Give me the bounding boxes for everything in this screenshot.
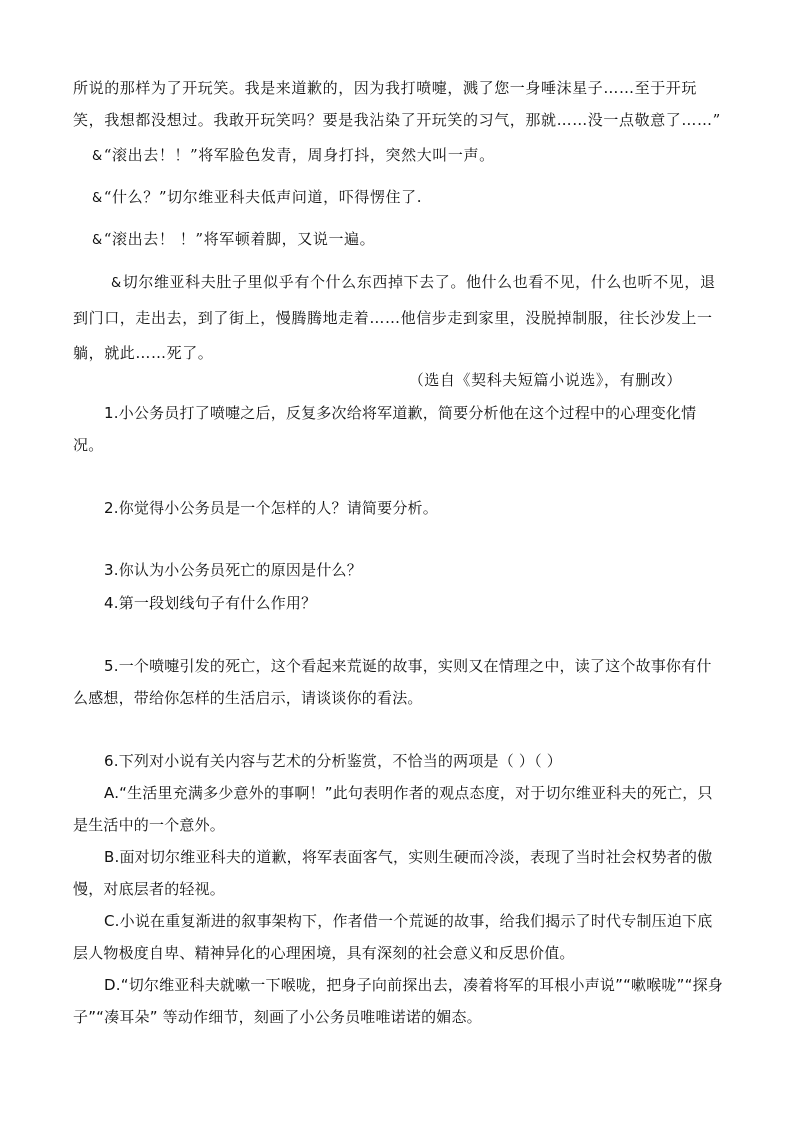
story-paragraph-5 (73, 265, 723, 371)
story-paragraph-2-text: “滚出去！！”将军脸色发青，周身打抖，突然大叫一声。 (103, 146, 495, 164)
story-paragraph-4 (92, 223, 732, 257)
paragraph-marker: & (92, 149, 103, 164)
option-d: D.“切尔维亚科夫就嗽一下喉咙，把身子向前探出去，凑着将军的耳根小声说”“嗽喉咙”“探身子”“凑耳朵” 等动作细节，刻画了小公务员唯唯诺诺的媚态。 (73, 976, 723, 1026)
question-4: 4.第一段划线句子有什么作用？ (104, 594, 317, 612)
paragraph-marker: & (111, 276, 122, 291)
paragraph-marker: & (92, 233, 103, 248)
question-1: 1.小公务员打了喷嚏之后，反复多次给将军道歉，简要分析他在这个过程中的心理变化情况。 (73, 404, 697, 454)
paragraph-marker: & (92, 191, 103, 206)
question-3: 3.你认为小公务员死亡的原因是什么？ (104, 561, 362, 579)
question-5: 5.一个喷嚏引发的死亡，这个看起来荒诞的故事，实则又在情理之中，读了这个故事你有什么感想，带给你怎样的生活启示，请谈谈你的看法。 (73, 657, 712, 707)
story-paragraph-3 (92, 181, 732, 215)
option-a: A.“生活里充满多少意外的事啊！”此句表明作者的观点态度，对于切尔维亚科夫的死亡，只是生活中的一个意外。 (73, 784, 713, 834)
story-paragraph-2 (92, 139, 732, 173)
option-b: B.面对切尔维亚科夫的道歉，将军表面客气，实则生硬而冷淡，表现了当时社会权势者的傲慢，对底层者的轻视。 (73, 848, 713, 898)
story-paragraph-4-text: “滚出去！ ！”将军顿着脚，又说一遍。 (103, 230, 376, 248)
story-paragraph-3-text: “什么？”切尔维亚科夫低声问道，吓得愣住了. (103, 188, 423, 206)
story-source: （选自《契科夫短篇小说选》，有删改） (408, 371, 682, 389)
question-6: 6.下列对小说有关内容与艺术的分析鉴赏，不恰当的两项是（ ）（ ） (104, 752, 562, 770)
question-2: 2.你觉得小公务员是一个怎样的人？请简要分析。 (104, 499, 438, 517)
story-paragraph-5-text: 切尔维亚科夫肚子里似乎有个什么东西掉下去了。他什么也看不见，什么也听不见，退到门口，走出去，到了街上，慢腾腾地走着……他信步走到家里，没脱掉制服，往长沙发上一躺，就此……死了。 (73, 273, 716, 362)
option-c: C.小说在重复渐进的叙事架构下，作者借一个荒诞的故事，给我们揭示了时代专制压迫下底层人物极度自卑、精神异化的心理困境，具有深刻的社会意义和反思价值。 (73, 912, 713, 962)
story-paragraph-1: 所说的那样为了开玩笑。我是来道歉的，因为我打喷嚏，溅了您一身唾沫星子……至于开玩笑，我想都没想过。我敢开玩笑吗？要是我沾染了开玩笑的习气，那就……没一点敬意了……” (73, 79, 721, 129)
